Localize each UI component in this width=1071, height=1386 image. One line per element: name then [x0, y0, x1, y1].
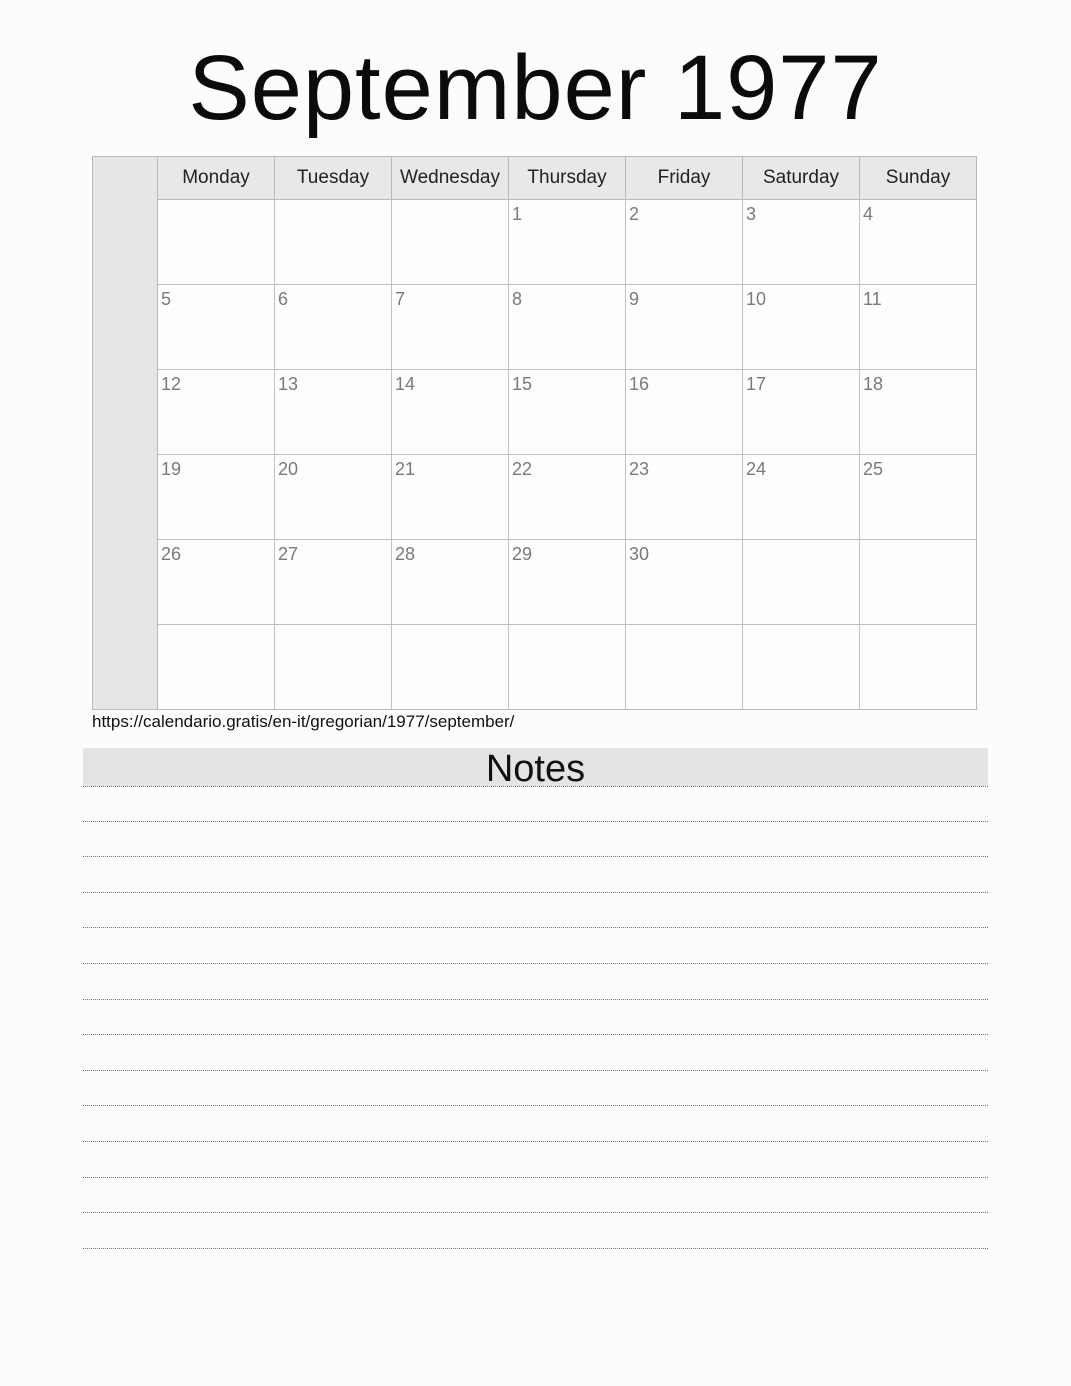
notes-line	[83, 964, 988, 1000]
day-cell: 24	[742, 455, 859, 539]
day-cell: 10	[742, 285, 859, 369]
day-cell: 23	[625, 455, 742, 539]
weekday-header: Tuesday	[274, 157, 391, 199]
day-cell: 5	[158, 285, 274, 369]
week-row	[158, 539, 976, 624]
day-cell	[274, 625, 391, 709]
week-row	[158, 624, 976, 709]
day-cell: 25	[859, 455, 976, 539]
weekday-header: Thursday	[508, 157, 625, 199]
day-cell: 7	[391, 285, 508, 369]
day-cell	[742, 625, 859, 709]
notes-line	[83, 1035, 988, 1071]
day-cell: 3	[742, 200, 859, 284]
day-cell: 15	[508, 370, 625, 454]
day-cell: 8	[508, 285, 625, 369]
source-url: https://calendario.gratis/en-it/gregorian/1977/september/	[92, 712, 515, 731]
weekday-header: Friday	[625, 157, 742, 199]
weekday-header-row	[158, 157, 976, 200]
day-cell: 27	[274, 540, 391, 624]
day-cell	[508, 625, 625, 709]
day-cell: 26	[158, 540, 274, 624]
week-number-column	[93, 157, 158, 709]
day-cell	[742, 540, 859, 624]
day-cell: 17	[742, 370, 859, 454]
day-cell: 12	[158, 370, 274, 454]
day-cell: 6	[274, 285, 391, 369]
week-row	[158, 284, 976, 369]
day-cell: 9	[625, 285, 742, 369]
day-cell: 30	[625, 540, 742, 624]
day-cell: 21	[391, 455, 508, 539]
day-cell: 1	[508, 200, 625, 284]
day-cell	[625, 625, 742, 709]
page-title: September 1977	[188, 37, 883, 139]
weekday-header: Saturday	[742, 157, 859, 199]
notes-line	[83, 928, 988, 964]
day-cell	[274, 200, 391, 284]
notes-line	[83, 1071, 988, 1107]
calendar-grid	[92, 156, 977, 710]
notes-title: Notes	[83, 748, 988, 786]
notes-line	[83, 857, 988, 893]
calendar-body	[158, 157, 976, 709]
notes-line	[83, 786, 988, 822]
day-cell: 4	[859, 200, 976, 284]
day-cell	[158, 200, 274, 284]
notes-line	[83, 893, 988, 929]
day-cell	[391, 200, 508, 284]
day-cell	[391, 625, 508, 709]
calendar-weeks	[158, 200, 976, 709]
day-cell: 20	[274, 455, 391, 539]
notes-line	[83, 1178, 988, 1214]
day-cell: 22	[508, 455, 625, 539]
notes-line	[83, 1106, 988, 1142]
day-cell	[859, 540, 976, 624]
day-cell: 13	[274, 370, 391, 454]
notes-line	[83, 822, 988, 858]
day-cell: 18	[859, 370, 976, 454]
day-cell: 11	[859, 285, 976, 369]
weekday-header: Wednesday	[391, 157, 508, 199]
day-cell: 29	[508, 540, 625, 624]
weekday-header: Sunday	[859, 157, 976, 199]
week-row	[158, 454, 976, 539]
notes-line	[83, 1213, 988, 1249]
day-cell: 16	[625, 370, 742, 454]
day-cell: 28	[391, 540, 508, 624]
day-cell: 19	[158, 455, 274, 539]
notes-line	[83, 1000, 988, 1036]
week-row	[158, 200, 976, 284]
day-cell: 2	[625, 200, 742, 284]
day-cell	[859, 625, 976, 709]
day-cell	[158, 625, 274, 709]
weekday-header: Monday	[182, 167, 250, 188]
day-cell: 14	[391, 370, 508, 454]
notes-line	[83, 1142, 988, 1178]
week-row	[158, 369, 976, 454]
notes-lines	[83, 786, 988, 1249]
